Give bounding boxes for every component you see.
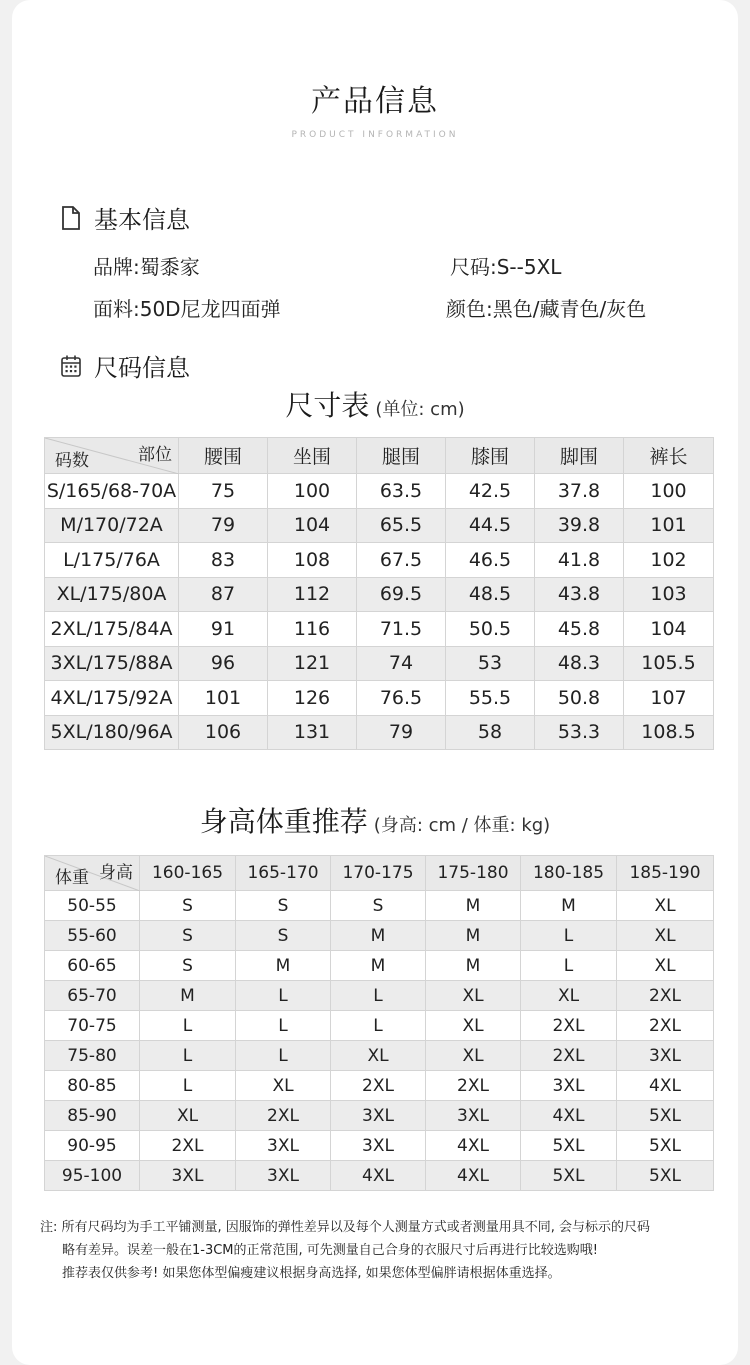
- table-cell: 46.5: [446, 543, 535, 578]
- size-info-label: 尺码信息: [94, 354, 190, 382]
- table-cell: 131: [268, 715, 357, 750]
- note-line-1: 注: 所有尺码均为手工平铺测量, 因服饰的弹性差异以及每个人测量方式或者测量用具不同, 会与标示的尺码: [40, 1220, 651, 1235]
- table-cell: 44.5: [446, 508, 535, 543]
- basic-info-label: 基本信息: [94, 206, 190, 234]
- table-cell: M: [426, 891, 521, 921]
- column-header: 165-170: [236, 856, 331, 891]
- row-label: 80-85: [45, 1071, 140, 1101]
- table-row: [45, 681, 714, 716]
- table-row: [45, 1071, 714, 1101]
- table-cell: 108: [268, 543, 357, 578]
- table-cell: 106: [179, 715, 268, 750]
- table-cell: 108.5: [624, 715, 714, 750]
- table-cell: 126: [268, 681, 357, 716]
- table-cell: S: [140, 921, 236, 951]
- table-cell: 2XL: [521, 1041, 617, 1071]
- table-cell: XL: [617, 951, 714, 981]
- note-line-3: 推荐表仅供参考! 如果您体型偏瘦建议根据身高选择, 如果您体型偏胖请根据体重选择。: [62, 1266, 561, 1281]
- table-cell: 3XL: [617, 1041, 714, 1071]
- calendar-icon: [60, 354, 82, 378]
- table-cell: 50.8: [535, 681, 624, 716]
- brand-text: 品牌:蜀黍家: [93, 255, 200, 279]
- table-cell: 48.3: [535, 646, 624, 681]
- table-cell: M: [426, 951, 521, 981]
- table-cell: 67.5: [357, 543, 446, 578]
- row-label: 4XL/175/92A: [45, 681, 179, 716]
- column-header: 膝围: [446, 438, 535, 474]
- table-cell: 37.8: [535, 474, 624, 509]
- size-info-heading: [60, 348, 190, 383]
- column-header: 腰围: [179, 438, 268, 474]
- table-cell: S: [140, 891, 236, 921]
- table-cell: 4XL: [617, 1071, 714, 1101]
- table-cell: 4XL: [521, 1101, 617, 1131]
- table-cell: 3XL: [331, 1131, 426, 1161]
- table-cell: M: [331, 921, 426, 951]
- table-cell: 3XL: [331, 1101, 426, 1131]
- table-cell: 63.5: [357, 474, 446, 509]
- table-cell: L: [236, 981, 331, 1011]
- table-row: [45, 1041, 714, 1071]
- size-range-text: 尺码:S--5XL: [450, 255, 562, 279]
- table-cell: 2XL: [617, 1011, 714, 1041]
- table-row: [45, 543, 714, 578]
- table-cell: XL: [140, 1101, 236, 1131]
- table-cell: 101: [624, 508, 714, 543]
- rec-table-unit: (身高: cm / 体重: kg): [373, 815, 551, 836]
- table-cell: M: [331, 951, 426, 981]
- table-cell: XL: [426, 1011, 521, 1041]
- table-cell: 96: [179, 646, 268, 681]
- row-label: 70-75: [45, 1011, 140, 1041]
- header-row: [45, 856, 714, 891]
- table-cell: 3XL: [140, 1161, 236, 1191]
- size-table-title-text: 尺寸表: [285, 389, 370, 422]
- table-cell: 100: [624, 474, 714, 509]
- table-cell: XL: [426, 1041, 521, 1071]
- table-row: [45, 508, 714, 543]
- table-row: [45, 612, 714, 647]
- row-label: L/175/76A: [45, 543, 179, 578]
- row-label: 55-60: [45, 921, 140, 951]
- column-header: 脚围: [535, 438, 624, 474]
- table-row: [45, 1161, 714, 1191]
- table-cell: 107: [624, 681, 714, 716]
- table-cell: S: [236, 891, 331, 921]
- table-cell: 102: [624, 543, 714, 578]
- table-cell: 100: [268, 474, 357, 509]
- table-row: [45, 715, 714, 750]
- table-cell: S: [331, 891, 426, 921]
- table-cell: XL: [617, 891, 714, 921]
- row-label: 95-100: [45, 1161, 140, 1191]
- column-header: 180-185: [521, 856, 617, 891]
- column-header: 170-175: [331, 856, 426, 891]
- table-cell: 101: [179, 681, 268, 716]
- size-table-title: [0, 384, 750, 424]
- table-cell: 4XL: [426, 1131, 521, 1161]
- table-cell: L: [521, 951, 617, 981]
- column-header: 185-190: [617, 856, 714, 891]
- table-cell: 3XL: [521, 1071, 617, 1101]
- table-cell: 103: [624, 577, 714, 612]
- table-cell: 104: [268, 508, 357, 543]
- table-cell: 65.5: [357, 508, 446, 543]
- row-label: XL/175/80A: [45, 577, 179, 612]
- table-cell: 4XL: [331, 1161, 426, 1191]
- table-cell: 2XL: [236, 1101, 331, 1131]
- corner-top-label: 身高: [99, 863, 133, 883]
- table-cell: 2XL: [426, 1071, 521, 1101]
- table-cell: 3XL: [236, 1131, 331, 1161]
- column-header: 160-165: [140, 856, 236, 891]
- table-cell: XL: [426, 981, 521, 1011]
- table-cell: 53: [446, 646, 535, 681]
- row-label: S/165/68-70A: [45, 474, 179, 509]
- table-cell: L: [331, 981, 426, 1011]
- table-cell: 5XL: [617, 1101, 714, 1131]
- table-cell: L: [236, 1041, 331, 1071]
- table-cell: 79: [357, 715, 446, 750]
- size-table-unit: (单位: cm): [375, 399, 465, 420]
- table-cell: 74: [357, 646, 446, 681]
- table-cell: 5XL: [521, 1161, 617, 1191]
- page-title: 产品信息: [311, 84, 439, 119]
- table-cell: 2XL: [140, 1131, 236, 1161]
- table-cell: L: [140, 1011, 236, 1041]
- column-header: 腿围: [357, 438, 446, 474]
- table-cell: 58: [446, 715, 535, 750]
- table-row: [45, 891, 714, 921]
- corner-cell: [45, 438, 179, 474]
- note-line-2: 略有差异。误差一般在1-3CM的正常范围, 可先测量自己合身的衣服尺寸后再进行比较选购哦!: [62, 1243, 599, 1258]
- table-cell: 112: [268, 577, 357, 612]
- table-cell: 79: [179, 508, 268, 543]
- row-label: 90-95: [45, 1131, 140, 1161]
- table-cell: L: [331, 1011, 426, 1041]
- row-label: 50-55: [45, 891, 140, 921]
- table-cell: 42.5: [446, 474, 535, 509]
- table-cell: 83: [179, 543, 268, 578]
- table-cell: XL: [236, 1071, 331, 1101]
- table-cell: 5XL: [617, 1131, 714, 1161]
- table-cell: 116: [268, 612, 357, 647]
- table-cell: 5XL: [617, 1161, 714, 1191]
- row-label: 85-90: [45, 1101, 140, 1131]
- table-cell: S: [140, 951, 236, 981]
- table-row: [45, 1101, 714, 1131]
- table-cell: 43.8: [535, 577, 624, 612]
- size-table: [44, 437, 714, 750]
- table-cell: 4XL: [426, 1161, 521, 1191]
- row-label: 75-80: [45, 1041, 140, 1071]
- table-cell: 2XL: [617, 981, 714, 1011]
- table-row: [45, 1011, 714, 1041]
- table-cell: 91: [179, 612, 268, 647]
- row-label: 5XL/180/96A: [45, 715, 179, 750]
- table-cell: 55.5: [446, 681, 535, 716]
- table-row: [45, 646, 714, 681]
- table-cell: M: [236, 951, 331, 981]
- table-cell: XL: [617, 921, 714, 951]
- corner-bottom-label: 体重: [55, 868, 89, 888]
- table-cell: 2XL: [331, 1071, 426, 1101]
- rec-table-title-text: 身高体重推荐: [199, 805, 368, 838]
- table-cell: 104: [624, 612, 714, 647]
- table-cell: M: [426, 921, 521, 951]
- table-row: [45, 951, 714, 981]
- color-text: 颜色:黑色/藏青色/灰色: [446, 297, 647, 321]
- rec-table-title: [0, 800, 750, 840]
- table-cell: 45.8: [535, 612, 624, 647]
- row-label: 3XL/175/88A: [45, 646, 179, 681]
- table-cell: L: [521, 921, 617, 951]
- page-subtitle: PRODUCT INFORMATION: [291, 130, 459, 140]
- table-cell: L: [140, 1041, 236, 1071]
- row-label: 2XL/175/84A: [45, 612, 179, 647]
- corner-cell: [45, 856, 140, 891]
- table-cell: 53.3: [535, 715, 624, 750]
- table-cell: XL: [521, 981, 617, 1011]
- table-cell: 76.5: [357, 681, 446, 716]
- table-row: [45, 577, 714, 612]
- table-row: [45, 921, 714, 951]
- column-header: 175-180: [426, 856, 521, 891]
- table-cell: 71.5: [357, 612, 446, 647]
- fabric-text: 面料:50D尼龙四面弹: [93, 297, 281, 321]
- table-row: [45, 981, 714, 1011]
- table-cell: L: [236, 1011, 331, 1041]
- table-cell: 3XL: [236, 1161, 331, 1191]
- table-cell: 69.5: [357, 577, 446, 612]
- header-row: [45, 438, 714, 474]
- table-cell: L: [140, 1071, 236, 1101]
- size-note: [40, 1216, 730, 1285]
- corner-bottom-label: 码数: [55, 451, 89, 471]
- corner-top-label: 部位: [138, 445, 172, 465]
- row-label: 60-65: [45, 951, 140, 981]
- table-row: [45, 474, 714, 509]
- table-cell: S: [236, 921, 331, 951]
- column-header: 裤长: [624, 438, 714, 474]
- table-cell: 2XL: [521, 1011, 617, 1041]
- row-label: 65-70: [45, 981, 140, 1011]
- document-icon: [60, 206, 82, 230]
- table-cell: 5XL: [521, 1131, 617, 1161]
- table-cell: XL: [331, 1041, 426, 1071]
- table-cell: 48.5: [446, 577, 535, 612]
- table-cell: 87: [179, 577, 268, 612]
- column-header: 坐围: [268, 438, 357, 474]
- table-cell: 3XL: [426, 1101, 521, 1131]
- table-cell: 39.8: [535, 508, 624, 543]
- table-row: [45, 1131, 714, 1161]
- table-cell: 105.5: [624, 646, 714, 681]
- table-cell: 50.5: [446, 612, 535, 647]
- table-cell: M: [140, 981, 236, 1011]
- row-label: M/170/72A: [45, 508, 179, 543]
- table-cell: 41.8: [535, 543, 624, 578]
- table-cell: M: [521, 891, 617, 921]
- table-cell: 75: [179, 474, 268, 509]
- table-cell: 121: [268, 646, 357, 681]
- basic-info-heading: [60, 200, 190, 235]
- recommendation-table: [44, 855, 714, 1191]
